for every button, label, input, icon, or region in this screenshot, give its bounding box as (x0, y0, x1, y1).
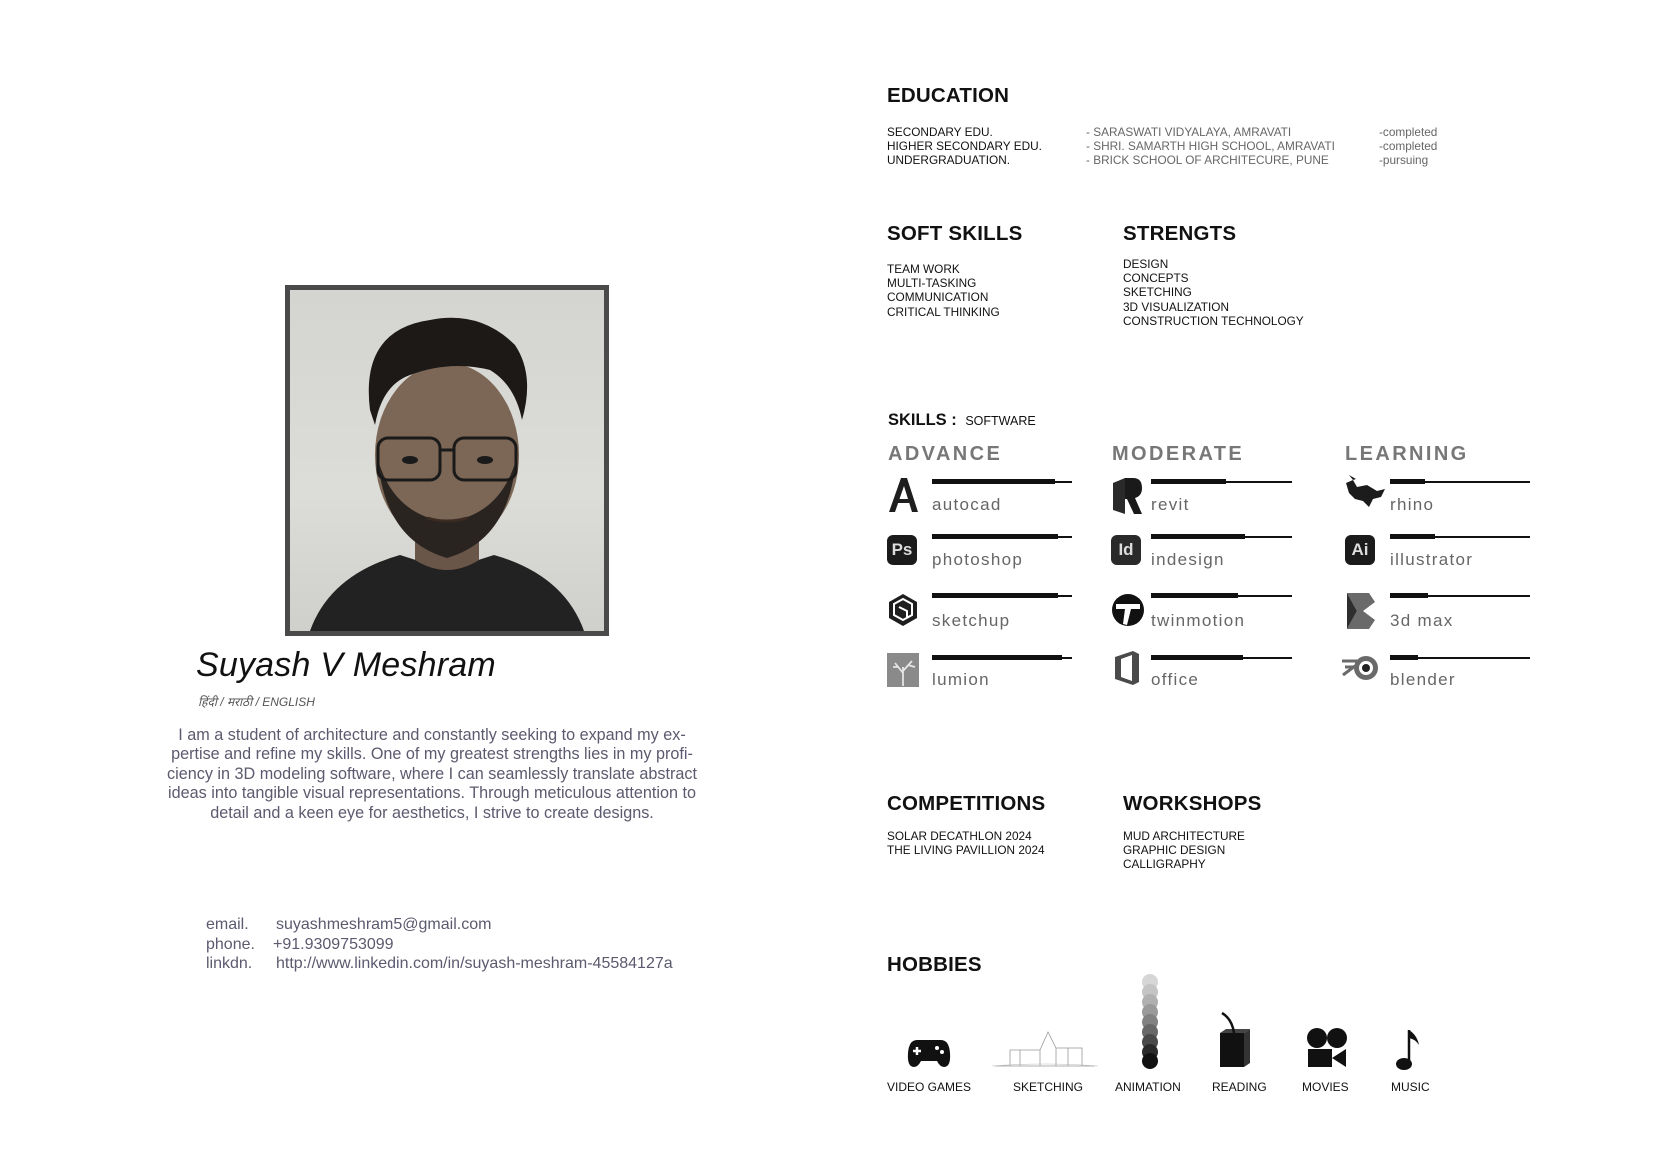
hobby-label: ANIMATION (1115, 1080, 1181, 1094)
indesign-label: indesign (1151, 550, 1225, 569)
autocad-icon (887, 477, 919, 509)
linkedin-label: linkdn. (206, 955, 253, 972)
profile-photo (285, 285, 609, 636)
contact-email-row (206, 915, 673, 935)
portrait-illustration (290, 290, 604, 631)
education-statuses (1379, 125, 1437, 168)
movie-camera-icon (1306, 1027, 1348, 1074)
sketchup-label: sketchup (932, 611, 1011, 630)
skill-bar-fill (1390, 534, 1435, 539)
bio-line: ideas into tangible visual representations. Through meticulous attention to (168, 784, 696, 803)
education-school: - SARASWATI VIDYALAYA, AMRAVATI (1086, 125, 1292, 139)
email-link[interactable]: suyashmeshram5@gmail.com (276, 916, 492, 933)
tier-moderate: MODERATE (1112, 443, 1245, 465)
phone-label: phone. (206, 935, 255, 953)
blender-icon (1341, 653, 1373, 685)
hobby-label: VIDEO GAMES (887, 1080, 972, 1094)
education-levels (887, 125, 1042, 168)
office-icon (1113, 650, 1145, 682)
workshops-list (1123, 829, 1245, 872)
education-school: - SHRI. SAMARTH HIGH SCHOOL, AMRAVATI (1086, 139, 1335, 154)
3dsmax-icon (1343, 592, 1375, 624)
rhino-label: rhino (1390, 495, 1435, 514)
strengths-list (1123, 257, 1304, 328)
blender-level-bar (1390, 655, 1530, 660)
education-title: EDUCATION (887, 84, 1010, 107)
list-item: DESIGN (1123, 257, 1169, 271)
skill-bar-fill (1151, 534, 1245, 539)
hobby-label: SKETCHING (1013, 1080, 1084, 1094)
list-item: COMMUNICATION (887, 290, 989, 305)
3dsmax-label: 3d max (1390, 611, 1454, 630)
email-label: email. (206, 916, 249, 933)
list-item: MULTI-TASKING (887, 276, 977, 291)
education-status: -completed (1379, 139, 1438, 154)
skill-bar-fill (1151, 593, 1238, 598)
skill-bar-fill (1151, 479, 1226, 484)
education-status: -pursuing (1379, 153, 1429, 168)
list-item: SKETCHING (1123, 285, 1192, 300)
education-school: - BRICK SCHOOL OF ARCHITECURE, PUNE (1086, 153, 1329, 168)
skill-bar-fill (932, 479, 1055, 484)
hobby-label: MUSIC (1391, 1080, 1430, 1094)
list-item: CRITICAL THINKING (887, 304, 1000, 319)
contact-phone-row (206, 935, 673, 955)
revit-label: revit (1151, 495, 1190, 514)
3dsmax-level-bar (1390, 593, 1530, 598)
bio-line: detail and a keen eye for aesthetics, I strive to create designs. (210, 803, 654, 822)
twinmotion-level-bar (1151, 593, 1292, 598)
skill-bar-fill (1151, 655, 1243, 660)
indesign-level-bar (1151, 534, 1292, 539)
soft-skills-title: SOFT SKILLS (887, 222, 1023, 245)
linkedin-link[interactable]: http://www.linkedin.com/in/suyash-meshram-45584127a (276, 955, 673, 972)
hobbies-title: HOBBIES (887, 953, 982, 976)
lumion-level-bar (932, 655, 1072, 660)
photoshop-level-bar (932, 534, 1072, 539)
list-item: SOLAR DECATHLON 2024 (887, 829, 1032, 843)
hobby-label: MOVIES (1302, 1080, 1349, 1094)
revit-icon (1111, 477, 1143, 509)
hobby-label: READING (1212, 1080, 1267, 1094)
education-level: SECONDARY EDU. (887, 125, 993, 139)
languages: हिंदी / मराठी / ENGLISH (198, 695, 315, 709)
sketch-icon (990, 1028, 1100, 1073)
competitions-list (887, 829, 1045, 857)
indesign-icon: Id (1111, 535, 1143, 567)
person-name: Suyash V Meshram (196, 646, 496, 684)
skills-subtitle: SOFTWARE (965, 414, 1036, 428)
illustrator-icon: Ai (1345, 535, 1377, 567)
workshops-title: WORKSHOPS (1123, 792, 1262, 815)
twinmotion-label: twinmotion (1151, 611, 1246, 630)
list-item: TEAM WORK (887, 262, 960, 276)
list-item: CALLIGRAPHY (1123, 857, 1206, 872)
bio-line: pertise and refine my skills. One of my greatest strengths lies in my profi- (171, 745, 693, 764)
skills-title (888, 411, 1036, 430)
office-label: office (1151, 670, 1200, 689)
bio-paragraph (152, 726, 712, 823)
list-item: MUD ARCHITECTURE (1123, 829, 1245, 843)
revit-level-bar (1151, 479, 1292, 484)
rhino-icon (1343, 475, 1375, 507)
soft-skills-list (887, 262, 1000, 319)
autocad-level-bar (932, 479, 1072, 484)
phone-link[interactable]: +91.9309753099 (273, 935, 394, 953)
skill-bar-fill (1390, 479, 1425, 484)
education-schools (1086, 125, 1335, 168)
book-icon (1216, 1011, 1252, 1074)
skill-bar-fill (1390, 593, 1428, 598)
skills-title-text: SKILLS : (888, 411, 957, 429)
sketchup-icon (887, 593, 919, 625)
skill-bar-fill (932, 593, 1058, 598)
lumion-label: lumion (932, 670, 990, 689)
office-level-bar (1151, 655, 1292, 660)
skill-bar-fill (932, 534, 1058, 539)
list-item: 3D VISUALIZATION (1123, 299, 1229, 314)
list-item: CONSTRUCTION TECHNOLOGY (1123, 313, 1304, 328)
list-item: THE LIVING PAVILLION 2024 (887, 843, 1045, 858)
list-item: GRAPHIC DESIGN (1123, 843, 1226, 858)
animation-icon (1140, 974, 1160, 1075)
bio-line: I am a student of architecture and constantly seeking to expand my ex- (178, 726, 686, 744)
rhino-level-bar (1390, 479, 1530, 484)
gamepad-icon (907, 1037, 951, 1074)
education-level: HIGHER SECONDARY EDU. (887, 139, 1042, 154)
skill-bar-fill (1390, 655, 1418, 660)
skill-bar-fill (932, 655, 1062, 660)
sketchup-level-bar (932, 593, 1072, 598)
photoshop-label: photoshop (932, 550, 1024, 569)
photoshop-icon: Ps (887, 535, 919, 567)
education-status: -completed (1379, 125, 1438, 139)
illustrator-label: illustrator (1390, 550, 1474, 569)
music-note-icon (1395, 1027, 1425, 1076)
tier-advance: ADVANCE (888, 443, 1003, 465)
lumion-icon (887, 653, 919, 685)
bio-line: ciency in 3D modeling software, where I can seamlessly translate abstract (167, 764, 697, 783)
strengths-title: STRENGTS (1123, 222, 1237, 245)
contact-block (206, 915, 673, 974)
tier-learning: LEARNING (1345, 443, 1469, 465)
list-item: CONCEPTS (1123, 271, 1189, 286)
twinmotion-icon (1111, 593, 1143, 625)
competitions-title: COMPETITIONS (887, 792, 1046, 815)
education-level: UNDERGRADUATION. (887, 153, 1010, 168)
illustrator-level-bar (1390, 534, 1530, 539)
autocad-label: autocad (932, 495, 1002, 514)
contact-linkedin-row (206, 954, 673, 974)
blender-label: blender (1390, 670, 1456, 689)
